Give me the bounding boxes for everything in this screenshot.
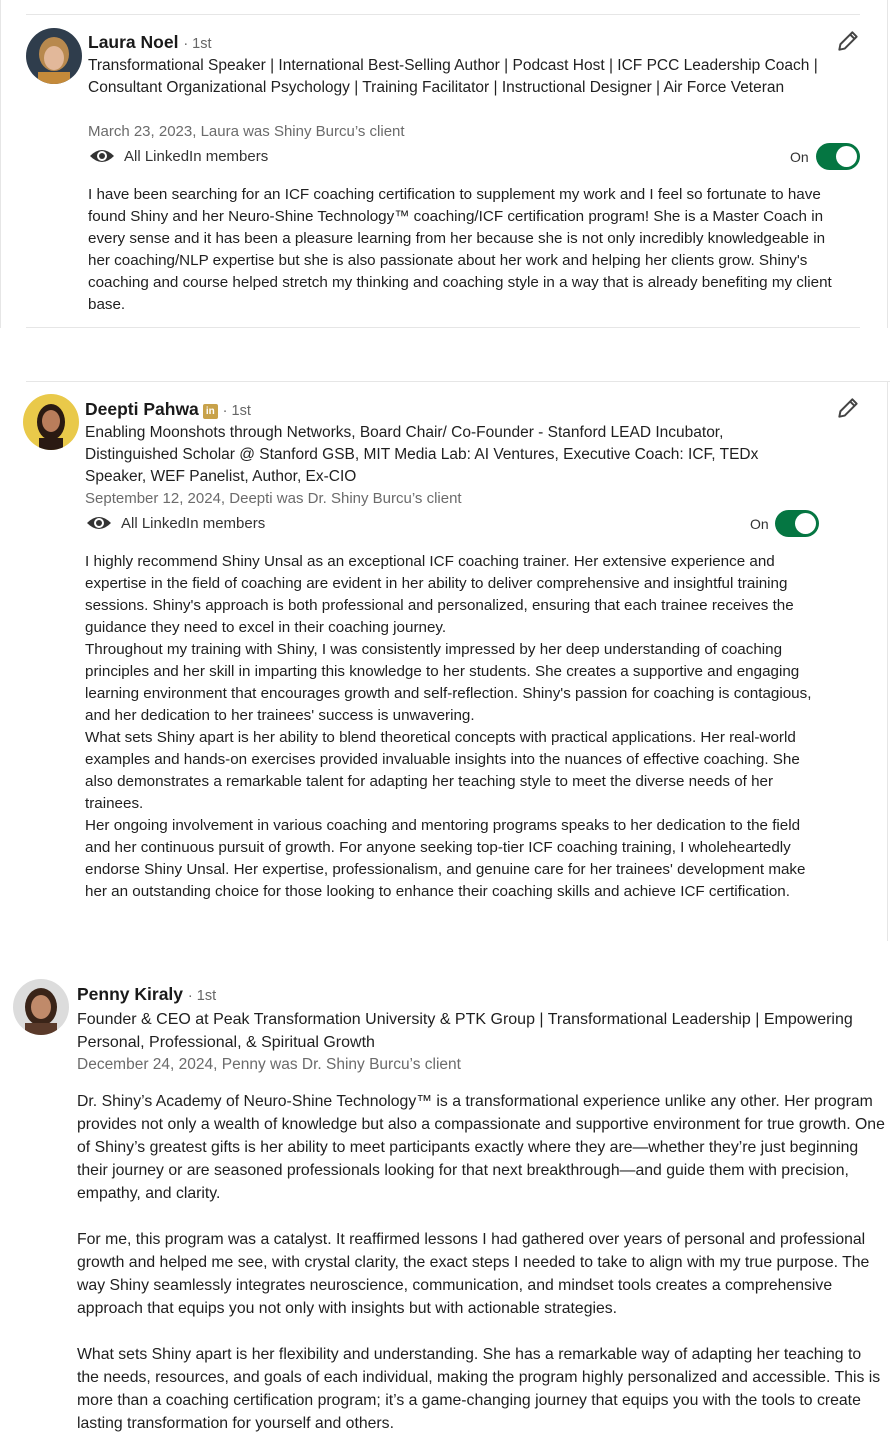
avatar[interactable] — [26, 28, 82, 84]
recommendation-date: March 23, 2023, Laura was Shiny Burcu’s client — [88, 123, 405, 140]
paragraph: Her ongoing involvement in various coaching and mentoring programs speaks to her dedication to the field and her continuous pursuit of growth. For anyone seeking top-tier ICF coaching training, I wholeheartedly endorse Shiny Unsal. Her expertise, professionalism, and genuine care for her trainees' development make her an outstanding choice for those looking to enhance their coaching skills and achieve ICF certification. — [85, 817, 806, 900]
toggle-label: On — [790, 149, 809, 165]
recommender-headline: Enabling Moonshots through Networks, Board Chair/ Co-Founder - Stanford LEAD Incubator, Distinguished Scholar @ Stanford GSB, MIT Media Lab: AI Ventures, Executive Coach: ICF, TEDx Speaker, WEF Panelist, Author, Ex-CIO — [85, 424, 759, 485]
visibility-setting[interactable] — [88, 146, 268, 166]
connection-degree: · 1st — [222, 403, 251, 419]
visibility-toggle[interactable] — [816, 143, 860, 170]
toggle-knob — [795, 513, 816, 534]
name-text[interactable]: Deepti Pahwa — [85, 399, 199, 419]
card-divider — [26, 327, 860, 328]
connection-degree: · 1st — [187, 988, 217, 1004]
recommendation-text — [77, 1090, 885, 1435]
eye-icon — [85, 513, 113, 533]
recommendation-text — [85, 551, 820, 903]
visibility-label: All LinkedIn members — [121, 514, 266, 532]
paragraph: I highly recommend Shiny Unsal as an exceptional ICF coaching trainer. Her extensive experience and expertise in the field of coaching are evident in her ability to deliver comprehensive and insightful training sessions. Shiny's approach is both professional and personalized, ensuring that each trainee receives the guidance they need to excel in their coaching journey. — [85, 553, 794, 636]
edit-button[interactable] — [835, 28, 861, 59]
visibility-toggle[interactable] — [775, 510, 819, 537]
recommendation-date: December 24, 2024, Penny was Dr. Shiny Burcu’s client — [77, 1056, 461, 1073]
name-text[interactable]: Penny Kiraly — [77, 984, 184, 1004]
avatar[interactable] — [23, 394, 79, 450]
toggle-knob — [836, 146, 857, 167]
top-divider — [26, 14, 860, 15]
toggle-label: On — [750, 516, 769, 532]
recommender-name[interactable] — [85, 399, 251, 420]
eye-icon — [88, 146, 116, 166]
pencil-icon — [835, 395, 861, 421]
name-text[interactable]: Laura Noel — [88, 32, 179, 52]
recommender-headline: Transformational Speaker | International Best-Selling Author | Podcast Host | ICF PCC Leadership Coach | Consultant Organizational Psychology | Training Facilitator | Instructional Designer | Air Force Veteran — [88, 57, 818, 96]
recommender-name[interactable] — [77, 984, 216, 1005]
visibility-label: All LinkedIn members — [124, 147, 269, 165]
paragraph: For me, this program was a catalyst. It reaffirmed lessons I had gathered over years of personal and professional growth and helped me see, with crystal clarity, the exact steps I needed to take to align with my true purpose. The way Shiny seamlessly integrates neuroscience, communication, and mindset tools creates a comprehensive approach that equips you not only with insights but with actionable strategies. — [77, 1231, 870, 1317]
paragraph: What sets Shiny apart is her flexibility and understanding. She has a remarkable way of adapting her teaching to the needs, resources, and goals of each individual, making the program highly personalized and accessible. This is more than a coaching certification program; it’s a game-changing journey that equips you with the tools to create lasting transformation for yourself and others. — [77, 1346, 881, 1432]
recommender-headline: Founder & CEO at Peak Transformation University & PTK Group | Transformational Leadership | Empowering Personal, Professional, & Spiritual Growth — [77, 1011, 853, 1051]
visibility-setting[interactable] — [85, 513, 265, 533]
card-1-right-border — [887, 0, 888, 328]
connection-degree: · 1st — [183, 36, 212, 52]
recommendation-text — [88, 184, 840, 316]
paragraph: I have been searching for an ICF coaching certification to supplement my work and I feel so fortunate to have found Shiny and her Neuro-Shine Technology™ coaching/ICF certification program! She is a Master Coach in every sense and it has been a pleasure learning from her because she is not only incredibly knowledgeable in her coaching/NLP expertise but she is also passionate about her work and helping her clients grow. Shiny's coaching and course helped stretch my thinking and coaching style in a way that is already benefiting my client base. — [88, 186, 832, 313]
recommender-name[interactable] — [88, 32, 212, 53]
paragraph: What sets Shiny apart is her ability to blend theoretical concepts with practical applications. Her real-world examples and hands-on exercises provided invaluable insights into the nuances of effective coaching. She also demonstrates a remarkable talent for adapting her teaching style to meet the diverse needs of her trainees. — [85, 729, 800, 812]
card-divider — [26, 381, 890, 382]
linkedin-premium-icon: in — [203, 404, 218, 419]
paragraph: Dr. Shiny’s Academy of Neuro-Shine Technology™ is a transformational experience unlike any other. Her program provides not only a wealth of knowledge but also a compassionate and supportive environment for true growth. One of Shiny’s greatest gifts is her ability to meet participants exactly where they are—whether they’re just beginning their journey or are seasoned professionals looking for that next breakthrough—and guide them with precision, empathy, and clarity. — [77, 1093, 885, 1202]
edit-button[interactable] — [835, 395, 861, 426]
pencil-icon — [835, 28, 861, 54]
avatar[interactable] — [13, 979, 69, 1035]
paragraph: Throughout my training with Shiny, I was consistently impressed by her deep understanding of coaching principles and her skill in imparting this knowledge to her students. She creates a supportive and engaging learning environment that encourages growth and self-reflection. Shiny's passion for coaching is contagious, and her dedication to her trainees' success is unwavering. — [85, 641, 812, 724]
recommendation-date: September 12, 2024, Deepti was Dr. Shiny Burcu’s client — [85, 490, 462, 507]
card-2-right-border — [887, 381, 888, 941]
card-1-left-border — [0, 0, 1, 328]
